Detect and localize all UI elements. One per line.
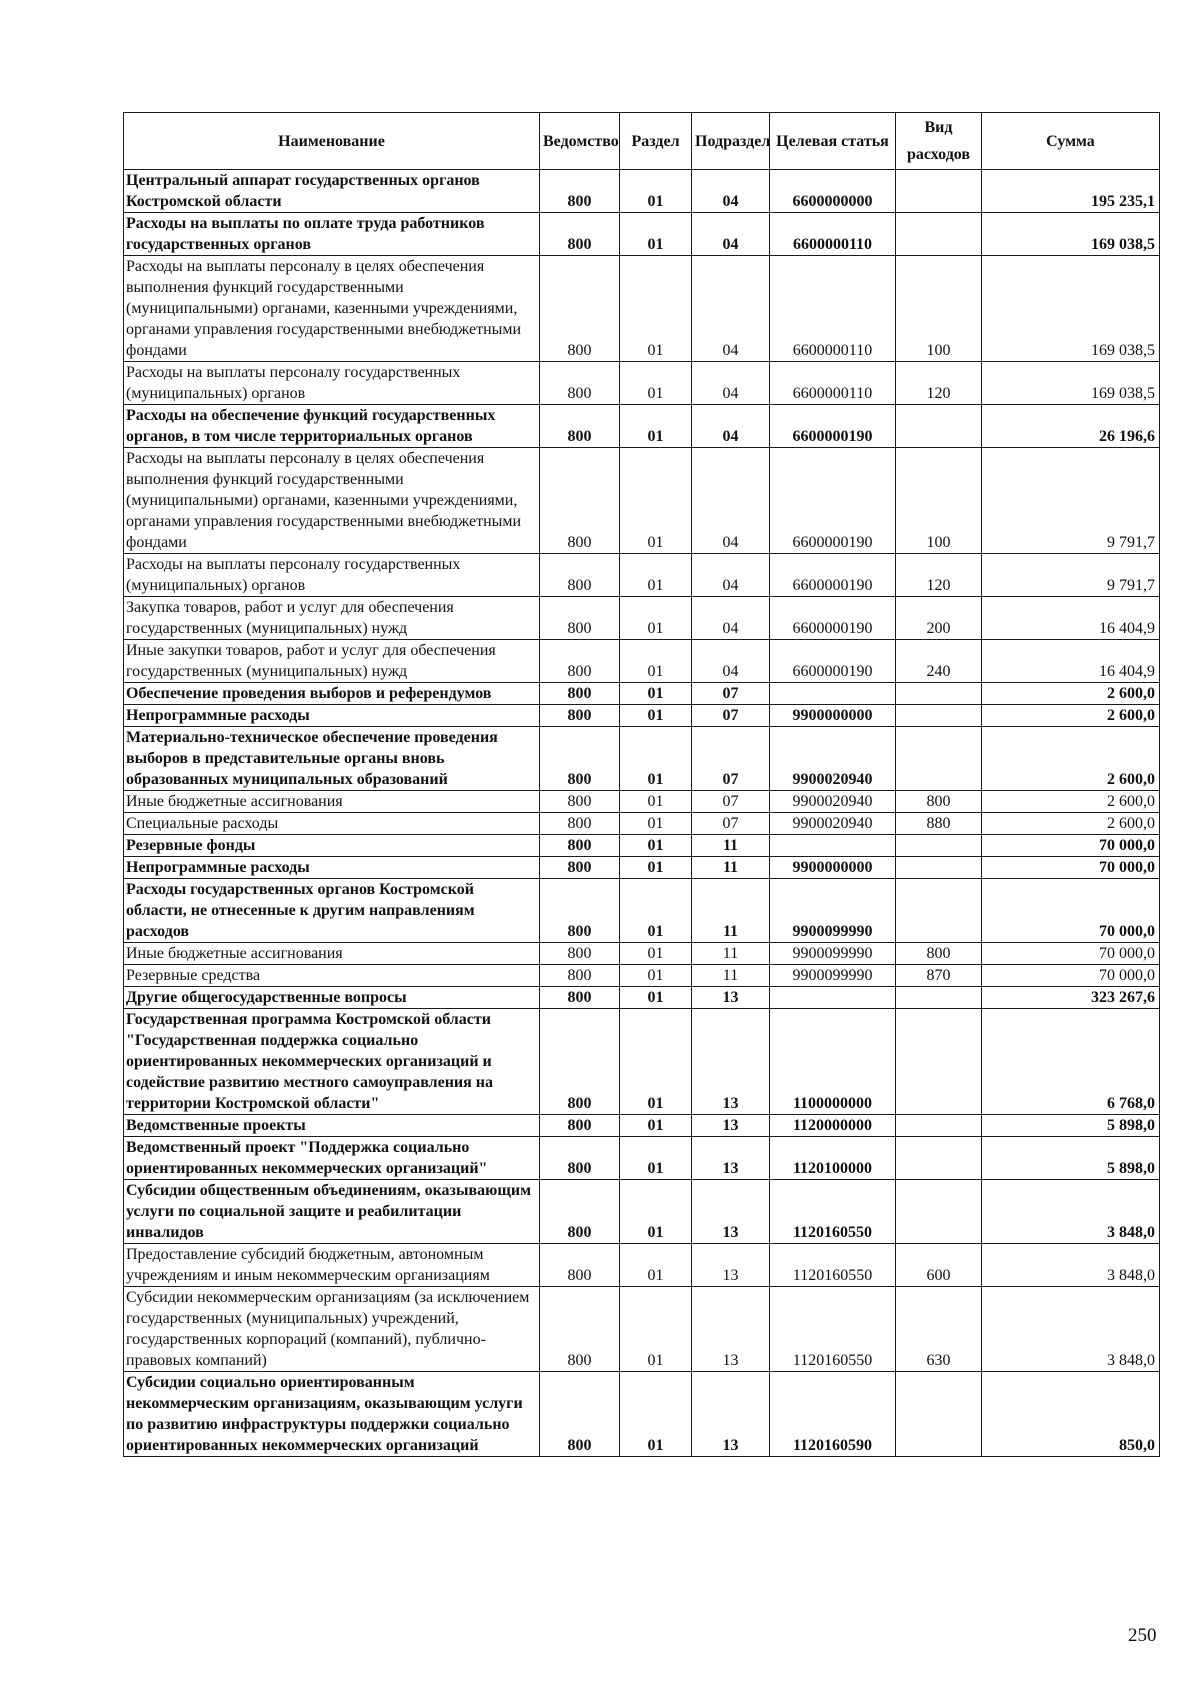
cell-target: 9900020940 — [770, 791, 896, 813]
cell-section: 01 — [620, 813, 692, 835]
cell-name: Ведомственный проект "Поддержка социально ориентированных некоммерческих организаций" — [124, 1137, 540, 1180]
cell-target: 6600000190 — [770, 597, 896, 640]
cell-sum: 195 235,1 — [982, 170, 1160, 213]
cell-name: Расходы на выплаты по оплате труда работников государственных органов — [124, 213, 540, 256]
cell-kind: 100 — [896, 256, 982, 362]
cell-subsection: 13 — [692, 1137, 770, 1180]
table-row — [124, 362, 1160, 405]
cell-kind — [896, 1372, 982, 1457]
cell-subsection: 11 — [692, 879, 770, 943]
cell-kind — [896, 987, 982, 1009]
table-row — [124, 640, 1160, 683]
cell-kind: 870 — [896, 965, 982, 987]
cell-kind — [896, 213, 982, 256]
cell-dept: 800 — [540, 879, 620, 943]
table-row — [124, 857, 1160, 879]
cell-subsection: 04 — [692, 597, 770, 640]
cell-name: Обеспечение проведения выборов и референдумов — [124, 683, 540, 705]
cell-subsection: 13 — [692, 1180, 770, 1244]
cell-target: 9900099990 — [770, 943, 896, 965]
cell-name: Расходы на выплаты персоналу в целях обеспечения выполнения функций государственными (муниципальными) органами, казенными учреждениями, органами управления государственными внебюджетными фондами — [124, 448, 540, 554]
cell-kind: 880 — [896, 813, 982, 835]
cell-sum: 70 000,0 — [982, 857, 1160, 879]
cell-dept: 800 — [540, 1372, 620, 1457]
cell-dept: 800 — [540, 683, 620, 705]
cell-dept: 800 — [540, 362, 620, 405]
cell-name: Резервные фонды — [124, 835, 540, 857]
cell-section: 01 — [620, 597, 692, 640]
table-row — [124, 791, 1160, 813]
cell-dept: 800 — [540, 448, 620, 554]
cell-target: 9900099990 — [770, 965, 896, 987]
cell-kind — [896, 835, 982, 857]
cell-dept: 800 — [540, 1137, 620, 1180]
cell-section: 01 — [620, 879, 692, 943]
cell-name: Расходы на выплаты персоналу государственных (муниципальных) органов — [124, 362, 540, 405]
cell-dept: 800 — [540, 791, 620, 813]
table-header-row — [124, 113, 1160, 170]
cell-target: 6600000190 — [770, 405, 896, 448]
cell-sum: 2 600,0 — [982, 683, 1160, 705]
cell-sum: 5 898,0 — [982, 1115, 1160, 1137]
cell-section: 01 — [620, 405, 692, 448]
cell-section: 01 — [620, 554, 692, 597]
cell-section: 01 — [620, 835, 692, 857]
cell-sum: 70 000,0 — [982, 965, 1160, 987]
cell-target: 9900000000 — [770, 857, 896, 879]
cell-dept: 800 — [540, 640, 620, 683]
cell-target: 6600000000 — [770, 170, 896, 213]
cell-dept: 800 — [540, 813, 620, 835]
cell-target — [770, 683, 896, 705]
cell-name: Закупка товаров, работ и услуг для обеспечения государственных (муниципальных) нужд — [124, 597, 540, 640]
cell-sum: 9 791,7 — [982, 554, 1160, 597]
cell-subsection: 07 — [692, 705, 770, 727]
cell-subsection: 13 — [692, 1115, 770, 1137]
cell-name: Расходы государственных органов Костромской области, не отнесенные к другим направлениям расходов — [124, 879, 540, 943]
table-row — [124, 965, 1160, 987]
table-row — [124, 1372, 1160, 1457]
table-row — [124, 405, 1160, 448]
cell-dept: 800 — [540, 1115, 620, 1137]
cell-section: 01 — [620, 448, 692, 554]
table-body — [124, 170, 1160, 1457]
cell-dept: 800 — [540, 405, 620, 448]
cell-sum: 3 848,0 — [982, 1244, 1160, 1287]
cell-name: Непрограммные расходы — [124, 705, 540, 727]
cell-name: Расходы на обеспечение функций государственных органов, в том числе территориальных органов — [124, 405, 540, 448]
cell-name: Расходы на выплаты персоналу государственных (муниципальных) органов — [124, 554, 540, 597]
cell-section: 01 — [620, 1180, 692, 1244]
cell-target — [770, 987, 896, 1009]
cell-kind: 120 — [896, 554, 982, 597]
cell-kind — [896, 1180, 982, 1244]
table-row — [124, 705, 1160, 727]
cell-name: Государственная программа Костромской области "Государственная поддержка социально ориентированных некоммерческих организаций и содействие развитию местного самоуправления на территории Костромской области" — [124, 1009, 540, 1115]
cell-kind — [896, 1009, 982, 1115]
cell-kind: 120 — [896, 362, 982, 405]
cell-name: Субсидии общественным объединениям, оказывающим услуги по социальной защите и реабилитации инвалидов — [124, 1180, 540, 1244]
cell-kind: 800 — [896, 943, 982, 965]
cell-name: Резервные средства — [124, 965, 540, 987]
cell-target: 6600000110 — [770, 362, 896, 405]
cell-section: 01 — [620, 683, 692, 705]
cell-kind: 630 — [896, 1287, 982, 1372]
cell-subsection: 04 — [692, 256, 770, 362]
cell-sum: 850,0 — [982, 1372, 1160, 1457]
header-sum: Сумма — [982, 113, 1160, 170]
cell-subsection: 04 — [692, 170, 770, 213]
table-row — [124, 448, 1160, 554]
cell-subsection: 04 — [692, 213, 770, 256]
header-target: Целевая статья — [770, 113, 896, 170]
cell-dept: 800 — [540, 597, 620, 640]
table-row — [124, 1115, 1160, 1137]
table-row — [124, 256, 1160, 362]
cell-section: 01 — [620, 1372, 692, 1457]
cell-target: 1120160550 — [770, 1244, 896, 1287]
cell-sum: 16 404,9 — [982, 597, 1160, 640]
cell-target: 1120160550 — [770, 1287, 896, 1372]
cell-target — [770, 835, 896, 857]
cell-section: 01 — [620, 170, 692, 213]
cell-kind — [896, 857, 982, 879]
cell-section: 01 — [620, 1244, 692, 1287]
cell-sum: 3 848,0 — [982, 1180, 1160, 1244]
cell-kind — [896, 705, 982, 727]
cell-name: Другие общегосударственные вопросы — [124, 987, 540, 1009]
header-subsection: Подраздел — [692, 113, 770, 170]
cell-subsection: 04 — [692, 640, 770, 683]
cell-subsection: 07 — [692, 813, 770, 835]
cell-subsection: 11 — [692, 965, 770, 987]
table-row — [124, 943, 1160, 965]
cell-section: 01 — [620, 640, 692, 683]
cell-sum: 2 600,0 — [982, 791, 1160, 813]
cell-name: Субсидии социально ориентированным некоммерческим организациям, оказывающим услуги по развитию инфраструктуры поддержки социально ориентированных некоммерческих организаций — [124, 1372, 540, 1457]
cell-section: 01 — [620, 965, 692, 987]
cell-sum: 169 038,5 — [982, 362, 1160, 405]
cell-name: Ведомственные проекты — [124, 1115, 540, 1137]
cell-kind — [896, 727, 982, 791]
cell-section: 01 — [620, 705, 692, 727]
table-row — [124, 1009, 1160, 1115]
cell-name: Расходы на выплаты персоналу в целях обеспечения выполнения функций государственными (муниципальными) органами, казенными учреждениями, органами управления государственными внебюджетными фондами — [124, 256, 540, 362]
cell-target: 6600000190 — [770, 448, 896, 554]
cell-section: 01 — [620, 727, 692, 791]
cell-section: 01 — [620, 213, 692, 256]
header-name: Наименование — [124, 113, 540, 170]
table-row — [124, 1287, 1160, 1372]
cell-sum: 70 000,0 — [982, 835, 1160, 857]
cell-name: Иные закупки товаров, работ и услуг для обеспечения государственных (муниципальных) нужд — [124, 640, 540, 683]
cell-dept: 800 — [540, 256, 620, 362]
cell-subsection: 13 — [692, 1372, 770, 1457]
cell-section: 01 — [620, 1137, 692, 1180]
cell-dept: 800 — [540, 943, 620, 965]
cell-subsection: 04 — [692, 554, 770, 597]
table-row — [124, 1180, 1160, 1244]
cell-subsection: 04 — [692, 362, 770, 405]
cell-sum: 2 600,0 — [982, 705, 1160, 727]
cell-subsection: 04 — [692, 448, 770, 554]
table-row — [124, 683, 1160, 705]
cell-subsection: 11 — [692, 835, 770, 857]
cell-target: 6600000110 — [770, 256, 896, 362]
cell-target: 1120000000 — [770, 1115, 896, 1137]
cell-target: 9900020940 — [770, 813, 896, 835]
table-row — [124, 727, 1160, 791]
cell-kind — [896, 405, 982, 448]
cell-subsection: 13 — [692, 987, 770, 1009]
page-number: 250 — [1128, 1625, 1157, 1646]
cell-kind — [896, 1115, 982, 1137]
cell-section: 01 — [620, 362, 692, 405]
cell-kind — [896, 683, 982, 705]
cell-subsection: 07 — [692, 727, 770, 791]
cell-section: 01 — [620, 1009, 692, 1115]
cell-target: 1100000000 — [770, 1009, 896, 1115]
header-section: Раздел — [620, 113, 692, 170]
cell-sum: 26 196,6 — [982, 405, 1160, 448]
cell-kind — [896, 170, 982, 213]
budget-table-container — [123, 112, 1159, 1457]
table-row — [124, 1244, 1160, 1287]
table-row — [124, 813, 1160, 835]
cell-subsection: 07 — [692, 683, 770, 705]
cell-sum: 9 791,7 — [982, 448, 1160, 554]
cell-target: 6600000190 — [770, 640, 896, 683]
cell-dept: 800 — [540, 170, 620, 213]
cell-kind: 200 — [896, 597, 982, 640]
cell-kind: 800 — [896, 791, 982, 813]
cell-dept: 800 — [540, 705, 620, 727]
cell-section: 01 — [620, 943, 692, 965]
cell-dept: 800 — [540, 1244, 620, 1287]
cell-dept: 800 — [540, 835, 620, 857]
cell-target: 9900020940 — [770, 727, 896, 791]
cell-name: Предоставление субсидий бюджетным, автономным учреждениям и иным некоммерческим организациям — [124, 1244, 540, 1287]
cell-sum: 70 000,0 — [982, 943, 1160, 965]
cell-name: Специальные расходы — [124, 813, 540, 835]
cell-dept: 800 — [540, 857, 620, 879]
table-row — [124, 554, 1160, 597]
cell-sum: 169 038,5 — [982, 256, 1160, 362]
table-row — [124, 170, 1160, 213]
cell-target: 9900000000 — [770, 705, 896, 727]
cell-subsection: 04 — [692, 405, 770, 448]
cell-target: 6600000190 — [770, 554, 896, 597]
cell-section: 01 — [620, 987, 692, 1009]
cell-name: Иные бюджетные ассигнования — [124, 791, 540, 813]
cell-dept: 800 — [540, 1009, 620, 1115]
cell-sum: 169 038,5 — [982, 213, 1160, 256]
cell-target: 9900099990 — [770, 879, 896, 943]
cell-section: 01 — [620, 1115, 692, 1137]
cell-sum: 16 404,9 — [982, 640, 1160, 683]
cell-sum: 70 000,0 — [982, 879, 1160, 943]
cell-subsection: 07 — [692, 791, 770, 813]
cell-subsection: 13 — [692, 1287, 770, 1372]
table-row — [124, 987, 1160, 1009]
cell-target: 1120160590 — [770, 1372, 896, 1457]
cell-kind: 240 — [896, 640, 982, 683]
cell-kind — [896, 1137, 982, 1180]
cell-kind: 100 — [896, 448, 982, 554]
cell-name: Центральный аппарат государственных органов Костромской области — [124, 170, 540, 213]
cell-sum: 6 768,0 — [982, 1009, 1160, 1115]
table-row — [124, 879, 1160, 943]
cell-target: 1120100000 — [770, 1137, 896, 1180]
cell-dept: 800 — [540, 213, 620, 256]
table-row — [124, 1137, 1160, 1180]
cell-sum: 2 600,0 — [982, 813, 1160, 835]
cell-subsection: 13 — [692, 1009, 770, 1115]
cell-name: Непрограммные расходы — [124, 857, 540, 879]
cell-subsection: 11 — [692, 943, 770, 965]
cell-dept: 800 — [540, 1287, 620, 1372]
cell-section: 01 — [620, 1287, 692, 1372]
cell-target: 1120160550 — [770, 1180, 896, 1244]
cell-dept: 800 — [540, 1180, 620, 1244]
cell-kind: 600 — [896, 1244, 982, 1287]
cell-sum: 3 848,0 — [982, 1287, 1160, 1372]
cell-name: Иные бюджетные ассигнования — [124, 943, 540, 965]
cell-dept: 800 — [540, 965, 620, 987]
table-row — [124, 835, 1160, 857]
table-row — [124, 597, 1160, 640]
cell-subsection: 11 — [692, 857, 770, 879]
cell-sum: 5 898,0 — [982, 1137, 1160, 1180]
cell-section: 01 — [620, 857, 692, 879]
cell-sum: 2 600,0 — [982, 727, 1160, 791]
cell-name: Материально-техническое обеспечение проведения выборов в представительные органы вновь образованных муниципальных образований — [124, 727, 540, 791]
cell-section: 01 — [620, 256, 692, 362]
header-kind: Вид расходов — [896, 113, 982, 170]
cell-dept: 800 — [540, 987, 620, 1009]
cell-dept: 800 — [540, 727, 620, 791]
table-row — [124, 213, 1160, 256]
cell-target: 6600000110 — [770, 213, 896, 256]
cell-subsection: 13 — [692, 1244, 770, 1287]
cell-sum: 323 267,6 — [982, 987, 1160, 1009]
cell-kind — [896, 879, 982, 943]
cell-section: 01 — [620, 791, 692, 813]
cell-dept: 800 — [540, 554, 620, 597]
budget-table — [123, 112, 1160, 1457]
header-dept: Ведомство — [540, 113, 620, 170]
cell-name: Субсидии некоммерческим организациям (за исключением государственных (муниципальных) учреждений, государственных корпораций (компаний), публично-правовых компаний) — [124, 1287, 540, 1372]
